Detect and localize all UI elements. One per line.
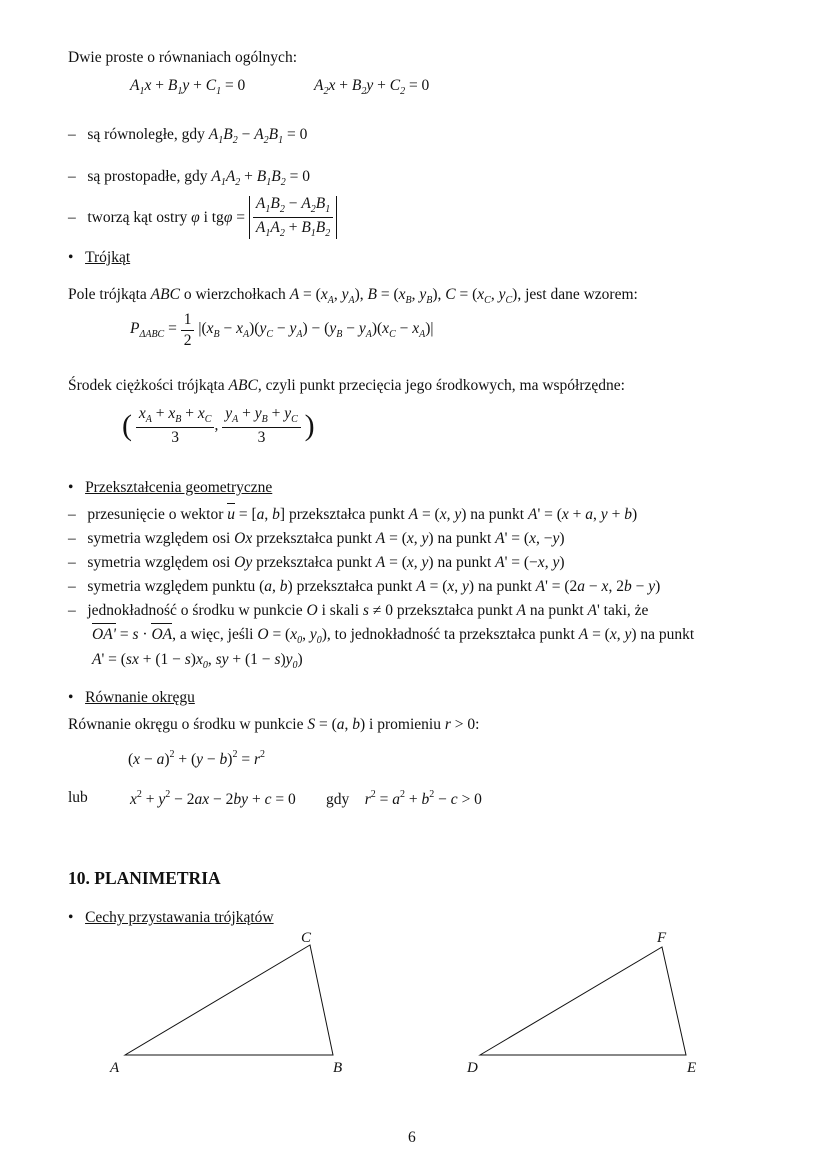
homothety-text-6: , a więc, jeśli (172, 626, 254, 643)
homothety-to-point: na punkt (640, 626, 695, 643)
sym-ox-text-1: symetria względem osi (87, 530, 231, 547)
centroid-formula: ( $\frac{x_A + x_B + x_C}{3}$ , $\frac{y_A + y_B + y_C}{3}$ ) (122, 405, 315, 446)
perpendicular-label: są prostopadłe, gdy (87, 168, 208, 185)
intro-text: Dwie proste o równaniach ogólnych: (68, 49, 297, 66)
vertex-c-label: C (301, 930, 312, 946)
sym-ox-to-point: na punkt (437, 530, 492, 547)
homothety-text-4: na punkt (529, 602, 584, 619)
homothety-text-7: , to jednokładność ta przekształca punkt (326, 626, 575, 643)
vertex-b-label: B (333, 1060, 343, 1076)
congruence-heading-label: Cechy przystawania trójkątów (85, 909, 274, 926)
translation-to-point: na punkt (470, 506, 525, 523)
sym-oy-text-2: przekształca punkt (256, 554, 372, 571)
circle-text-1: Równanie okręgu o środku w punkcie (68, 716, 304, 733)
sym-oy-text-1: symetria względem osi (87, 554, 231, 571)
angle-label: tworzą kąt ostry (87, 208, 188, 226)
condition-angle: – tworzą kąt ostry φ i tgφ = $\frac{A_1B_2 - A_2B_1}{A_1A_2 + B_1B_2}$ (68, 196, 337, 239)
triangle-heading-label: Trójkąt (85, 249, 131, 266)
page-number: 6 (408, 1129, 416, 1146)
vertex-e-label: E (687, 1060, 697, 1076)
angle-tg-label: i tg (203, 208, 224, 226)
circle-heading-label: Równanie okręgu (85, 689, 195, 706)
sym-point-text-2: przekształca punkt (296, 578, 413, 595)
area-text-2: o wierzchołkach (183, 286, 286, 303)
translation-text-1: przesunięcie o wektor (87, 506, 224, 523)
circle-when-label: gdy (326, 791, 350, 808)
vertex-f-label: F (657, 930, 667, 946)
circle-condition: gdy $r^2 = a^2 + b^2 - c > 0$ (326, 789, 482, 808)
circle-text-2: i promieniu (369, 716, 441, 733)
sym-oy-to-point: na punkt (437, 554, 492, 571)
triangle-area-formula: $P_{\Delta ABC}$ = $\frac{1}{2}$ $|(x_B - x_A)(y_C - y_A) - (y_B - y_A)(x_C - x_A)|$ (130, 311, 434, 349)
homothety-text-1: jednokładność o środku w punkcie (87, 602, 303, 619)
area-text-3: , jest dane wzorem: (517, 286, 638, 303)
section-title: 10. PLANIMETRIA (68, 868, 221, 888)
centroid-text-2: , czyli punkt przecięcia jego środkowych, ma współrzędne: (257, 377, 625, 394)
vertex-a-label: A (110, 1060, 120, 1076)
symmetry-ox-line: – symetria względem osi Ox przekształca punkt A = (x, y) na punkt A' = (x, −y) (68, 530, 565, 547)
congruence-heading: • Cechy przystawania trójkątów (68, 909, 274, 926)
symmetry-oy-line: – symetria względem osi Oy przekształca punkt A = (x, y) na punkt A' = (−x, y) (68, 554, 565, 571)
sym-ox-text-2: przekształca punkt (256, 530, 372, 547)
triangle-def (480, 947, 686, 1055)
homothety-text-5: taki, że (603, 602, 649, 619)
circle-general-equation: $x^2 + y^2 - 2ax - 2by + c = 0$ (130, 789, 296, 808)
vertex-d-label: D (467, 1060, 478, 1076)
translation-line: – przesunięcie o wektor u = [a, b] przekształca punkt A = (x, y) na punkt A' = (x + a, y + b) (68, 506, 638, 523)
centroid-text-1: Środek ciężkości trójkąta (68, 377, 225, 394)
transformations-heading-label: Przekształcenia geometryczne (85, 479, 273, 496)
triangle-abc (125, 945, 333, 1055)
homothety-line-3: $A' = (sx + (1 - s)x_0$, sy + $(1 - s)y_0$) (92, 651, 303, 671)
circle-text: Równanie okręgu o środku w punkcie S = (a, b) i promieniu r > 0: (68, 716, 480, 733)
line-equation-2: $A_2x + B_2y + C_2 = 0$ (314, 77, 430, 97)
sym-point-text-1: symetria względem punktu (87, 578, 256, 595)
centroid-text: Środek ciężkości trójkąta ABC, czyli punkt przecięcia jego środkowych, ma współrzędne: (68, 377, 625, 394)
area-text-1: Pole trójkąta (68, 286, 147, 303)
angle-formula: $\frac{A_1B_2 - A_2B_1}{A_1A_2 + B_1B_2}$ (249, 196, 337, 239)
circle-equation: $(x - a)^2 + (y - b)^2 = r^2$ (128, 749, 265, 768)
line-equation-1: $A_1x + B_1y + C_1 = 0$ (130, 77, 246, 97)
condition-parallel: – są równoległe, gdy $A_1B_2 - A_2B_1 = 0$ (68, 126, 308, 146)
homothety-line-1: – jednokładność o środku w punkcie O i skali s ≠ 0 przekształca punkt A na punkt A' taki, że (68, 602, 649, 619)
translation-text-2: przekształca punkt (288, 506, 405, 523)
homothety-text-3: przekształca punkt (396, 602, 513, 619)
circle-or-label: lub (68, 789, 88, 806)
condition-perpendicular: – są prostopadłe, gdy $A_1A_2 + B_1B_2 = 0$ (68, 168, 310, 188)
homothety-text-2: i skali (321, 602, 360, 619)
triangle-area-text: Pole trójkąta ABC o wierzchołkach $A = (x_A$, $y_A$), $B = (x_B$, $y_B$), $C = (x_C$, $y_C$), jest dane wzorem: (68, 286, 638, 306)
parallel-label: są równoległe, gdy (87, 126, 205, 143)
transformations-heading: • Przekształcenia geometryczne (68, 479, 273, 496)
circle-heading: • Równanie okręgu (68, 689, 195, 706)
sym-point-to-point: na punkt (477, 578, 532, 595)
symmetry-point-line: – symetria względem punktu (a, b) przekształca punkt A = (x, y) na punkt A' = (2a − x, 2b − y) (68, 578, 661, 595)
homothety-line-2: OA' = s · OA, a więc, jeśli $O = (x_0$, $y_0$), to jednokładność ta przekształca punkt A = (x, y) na punkt (92, 626, 695, 646)
triangle-heading: • Trójkąt (68, 249, 131, 266)
